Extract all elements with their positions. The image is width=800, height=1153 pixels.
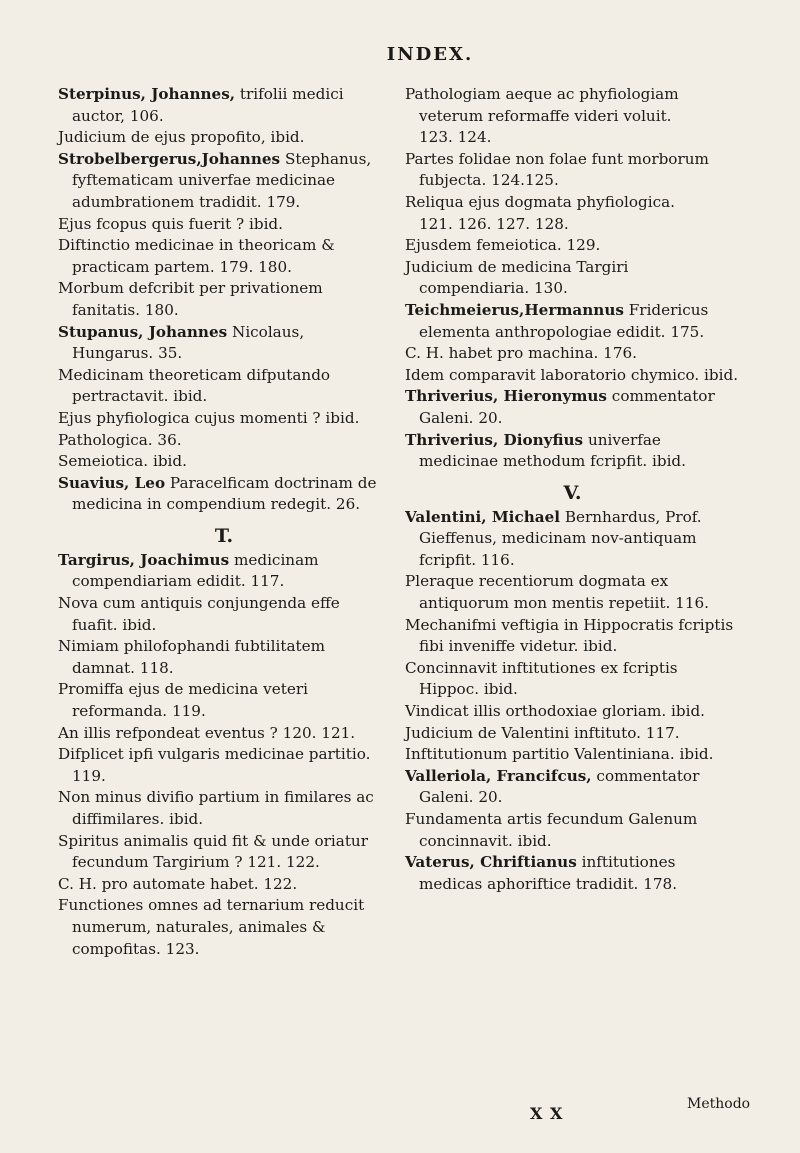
index-entry: [405, 766, 740, 809]
index-entry: [58, 322, 390, 365]
entry-text: Diftinctio medicinae in theoricam & practicam partem.: [58, 236, 335, 276]
entry-text: Fridericus elementa anthropologiae edidit.: [419, 300, 709, 341]
page-reference: ibid.: [122, 615, 157, 634]
index-entry: [58, 408, 390, 430]
page-reference: 122.: [263, 874, 298, 893]
entry-text: An illis refpondeat eventus ?: [58, 723, 278, 742]
entry-text: Judicium de Valentini inftituto.: [405, 723, 641, 742]
entry-text: Inftitutionum partitio Valentiniana.: [405, 745, 675, 764]
index-entry: [405, 723, 740, 745]
page-reference: 118.: [139, 658, 174, 677]
index-entry: [58, 149, 390, 214]
entry-text: Medicinam theoreticam difputando pertractavit.: [58, 365, 331, 406]
index-entry: [58, 787, 390, 830]
page-reference: 20.: [478, 408, 503, 427]
entry-heading: Teichmeierus,Hermannus: [405, 300, 624, 319]
entry-text: univerfae medicinae methodum fcripfit.: [419, 430, 661, 471]
page-reference: ibid.: [152, 452, 187, 471]
entry-heading: Sterpinus, Johannes,: [58, 85, 236, 103]
index-entry: [405, 386, 740, 429]
entry-text: Ejusdem femeiotica.: [405, 236, 562, 255]
signature-mark: X X: [530, 1104, 564, 1123]
entry-text: Nicolaus, Hungarus.: [72, 322, 305, 363]
page-reference: ibid.: [679, 745, 714, 764]
index-entry: [405, 744, 740, 766]
page-reference: ibid.: [173, 387, 208, 406]
entry-heading: Stupanus, Johannes: [58, 322, 228, 341]
entry-text: Stephanus, fyftematicam univerfae medicinae adumbrationem tradidit.: [72, 149, 372, 211]
page-reference: 121. 126. 127. 128.: [419, 214, 569, 233]
page-reference: 123. 124.: [419, 128, 492, 147]
index-entry: [58, 895, 390, 960]
entry-text: Judicium de ejus propofito,: [58, 128, 266, 147]
entry-text: Semeiotica.: [58, 452, 149, 471]
index-entry: [58, 679, 390, 722]
entry-heading: Strobelbergerus,Johannes: [58, 149, 281, 168]
entry-heading: Thriverius, Hieronymus: [405, 387, 607, 406]
page-reference: ibid.: [704, 365, 739, 384]
entry-text: Idem comparavit laboratorio chymico.: [405, 365, 700, 384]
index-entry: [58, 84, 390, 127]
entry-text: Partes folidae non folae funt morborum fubjecta.: [405, 149, 709, 190]
page-reference: 130.: [534, 279, 568, 298]
index-entry: [58, 636, 390, 679]
page-reference: 119.: [171, 702, 206, 721]
index-entry: [405, 235, 740, 257]
entry-text: Fundamenta artis fecundum Galenum concinnavit.: [405, 810, 698, 850]
index-entry: [405, 430, 740, 473]
index-entry: [405, 809, 740, 852]
index-entry: [405, 658, 740, 701]
left-column: [58, 84, 390, 960]
index-entry: [405, 701, 740, 723]
page-reference: 106.: [129, 106, 164, 125]
page-reference: ibid.: [652, 452, 686, 471]
entry-heading: Thriverius, Dionyfius: [405, 430, 584, 449]
entry-text: C. H. pro automate habet.: [58, 874, 259, 893]
index-entry: [405, 507, 740, 572]
index-entry: [58, 278, 390, 321]
entry-text: commentator Galeni.: [419, 387, 715, 427]
index-entry: [405, 615, 740, 658]
page-reference: 116.: [480, 550, 515, 569]
page-reference: 176.: [603, 344, 637, 363]
index-entry: [58, 365, 390, 408]
index-entry: [58, 744, 390, 787]
page-reference: 179. 180.: [219, 257, 292, 276]
entry-text: inftitutiones medicas aphoriftice tradidit.: [419, 853, 676, 893]
page-reference: 119.: [72, 766, 106, 785]
index-entry: [58, 723, 390, 745]
entry-text: Mechanifmi veftigia in Hippocratis fcriptis fibi inveniffe videtur.: [405, 615, 734, 656]
page-reference: 116.: [675, 594, 709, 613]
right-column: [405, 84, 740, 895]
page-reference: ibid.: [249, 214, 283, 233]
entry-text: Bernhardus, Prof. Gieffenus, medicinam nov-antiquam fcripfit.: [419, 507, 702, 569]
page-reference: 121. 122.: [247, 853, 320, 872]
index-entry: [405, 84, 740, 149]
index-entry: [405, 343, 740, 365]
index-entry: [58, 235, 390, 278]
entry-text: Pathologiam aeque ac phyfiologiam veterum reformaffe videri voluit.: [405, 85, 679, 125]
entry-heading: Vaterus, Chriftianus: [405, 853, 577, 872]
entry-text: Ejus fcopus quis fuerit ?: [58, 214, 245, 233]
catchword: Methodo: [687, 1096, 751, 1112]
entry-text: Functiones omnes ad ternarium reducit numerum, naturales, animales & compofitas.: [58, 896, 365, 958]
page-reference: 123.: [165, 939, 200, 958]
index-entry: [405, 257, 740, 300]
page-reference: ibid.: [169, 810, 204, 828]
entry-text: Difplicet ipfi vulgaris medicinae partitio.: [58, 745, 371, 764]
index-entry: [58, 451, 390, 473]
entry-text: Nova cum antiquis conjungenda effe fuafit.: [58, 594, 340, 634]
page-reference: 35.: [158, 344, 183, 363]
entry-text: Judicium de medicina Targiri compendiaria.: [405, 257, 629, 298]
page-reference: ibid.: [325, 408, 360, 427]
right-entries: [405, 84, 740, 473]
index-entry: [58, 550, 390, 593]
page-header: INDEX.: [386, 44, 474, 65]
entry-text: Reliqua ejus dogmata phyfiologica.: [405, 192, 675, 211]
entry-text: Pleraque recentiorum dogmata ex antiquorum mon mentis repetiit.: [405, 572, 671, 613]
page-reference: 120. 121.: [282, 723, 356, 742]
index-entry: [58, 127, 390, 149]
entry-text: medicinam compendiariam edidit.: [72, 550, 319, 591]
index-entry: [405, 192, 740, 235]
entry-heading: Valentini, Michael: [405, 507, 561, 526]
index-entry: [58, 874, 390, 896]
entry-heading: Valleriola, Francifcus,: [405, 766, 592, 785]
index-entry: [58, 593, 390, 636]
index-entry: [58, 430, 390, 452]
section-letter-t: T.: [214, 524, 234, 547]
entry-text: commentator Galeni.: [419, 766, 700, 807]
page-reference: 117.: [250, 572, 285, 591]
page-reference: 26.: [335, 495, 361, 514]
entry-text: C. H. habet pro machina.: [405, 344, 599, 363]
index-entry: [405, 149, 740, 192]
index-entry: [405, 300, 740, 343]
left-entries: [58, 84, 390, 516]
page-reference: ibid.: [517, 831, 552, 850]
entry-text: Ejus phyfiologica cujus momenti ?: [58, 408, 321, 427]
index-entry: [58, 473, 390, 516]
page-reference: ibid.: [671, 702, 706, 721]
entry-heading: Targirus, Joachimus: [58, 550, 230, 569]
entry-text: Pathologica.: [58, 430, 153, 449]
entry-text: Paracelficam doctrinam de medicina in compendium redegit.: [72, 473, 377, 514]
page-reference: 129.: [566, 236, 601, 255]
entry-text: Nimiam philofophandi fubtilitatem damnat.: [58, 637, 326, 677]
page-reference: ibid.: [270, 128, 305, 147]
entry-text: Vindicat illis orthodoxiae gloriam.: [405, 702, 667, 721]
left-entries-t: [58, 550, 390, 960]
page-reference: 179.: [266, 192, 301, 211]
page-reference: 175.: [670, 322, 705, 341]
right-entries-v: [405, 507, 740, 896]
entry-text: Concinnavit inftitutiones ex fcriptis Hippoc.: [405, 658, 678, 699]
entry-text: Promiffa ejus de medicina veteri reformanda.: [58, 680, 308, 721]
entry-text: Morbum defcribit per privationem fanitatis.: [58, 279, 323, 319]
page-reference: ibid.: [483, 680, 518, 699]
entry-text: trifolii medici auctor,: [72, 85, 344, 125]
entry-heading: Suavius, Leo: [58, 473, 166, 492]
page-reference: 180.: [144, 300, 179, 319]
page-reference: 36.: [157, 430, 182, 449]
index-entry: [405, 571, 740, 614]
index-entry: [405, 852, 740, 895]
index-entry: [405, 365, 740, 387]
page-reference: 117.: [645, 723, 680, 742]
page-reference: 124.125.: [491, 171, 559, 190]
entry-text: Non minus divifio partium in fimilares ac diffimilares.: [58, 788, 374, 828]
index-entry: [58, 831, 390, 874]
page-reference: 178.: [643, 874, 678, 893]
page-reference: ibid.: [583, 637, 618, 656]
page-reference: 20.: [478, 788, 503, 807]
entry-text: Spiritus animalis quid fit & unde oriatur fecundum Targirium ?: [58, 831, 368, 872]
section-letter-v: V.: [563, 481, 582, 504]
index-entry: [58, 214, 390, 236]
